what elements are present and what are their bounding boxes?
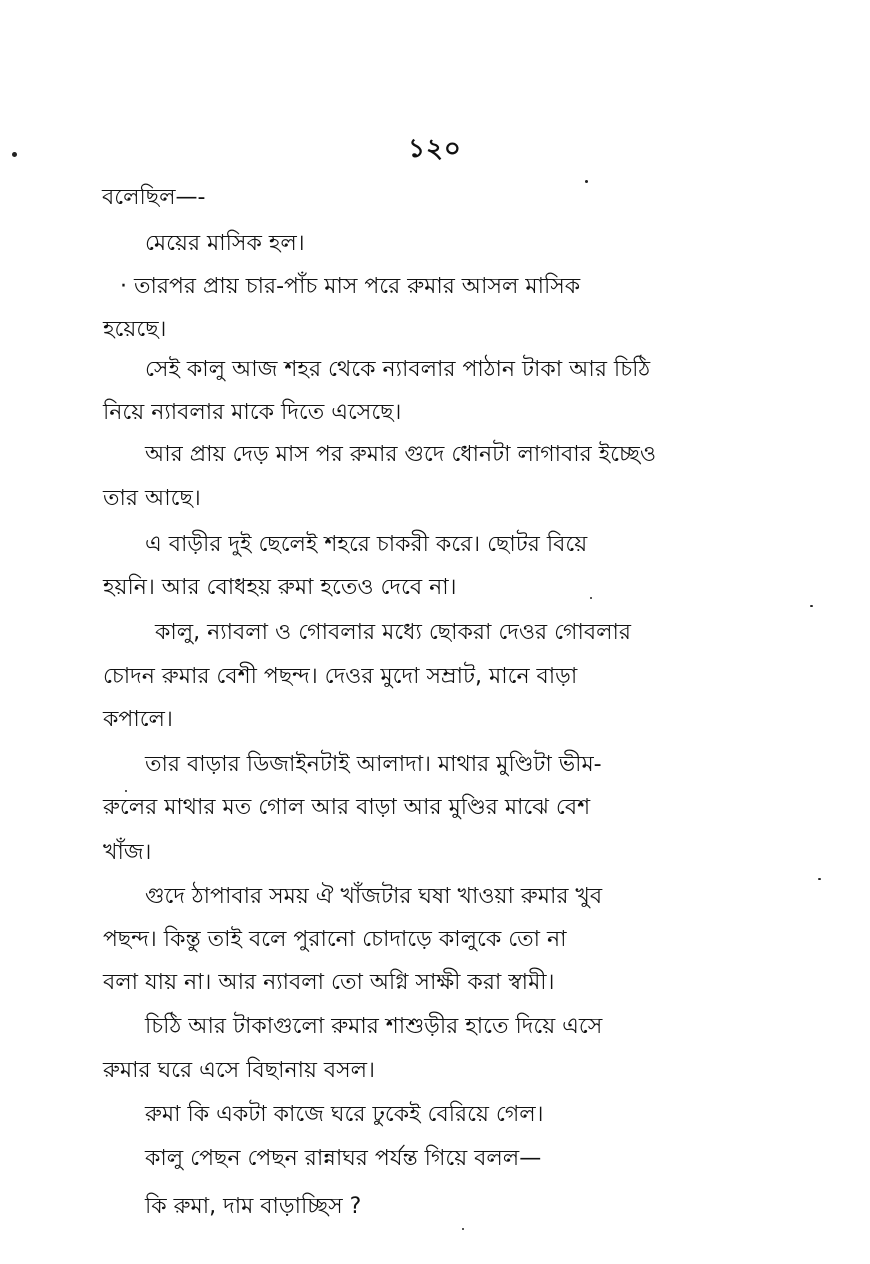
text-line-5: সেই কালু আজ শহর থেকে ন্যাবলার পাঠান টাকা আর চিঠি — [145, 357, 651, 382]
page-number: ১২০ — [408, 134, 462, 164]
text-line-4: হয়েছে। — [103, 317, 167, 342]
text-line-6: নিয়ে ন্যাবলার মাকে দিতে এসেছে। — [103, 400, 402, 425]
scan-speck — [585, 180, 588, 183]
text-line-1: বলেছিল—- — [102, 185, 206, 210]
text-line-2: মেয়ের মাসিক হল। — [145, 231, 305, 256]
text-line-16: খাঁজ। — [103, 840, 152, 865]
text-line-7: আর প্রায় দেড় মাস পর রুমার গুদে ধোনটা লাগাবার ইচ্ছেও — [145, 442, 657, 467]
scan-speck — [462, 1228, 464, 1230]
text-line-17: গুদে ঠাপাবার সময় ঐ খাঁজটার ঘষা খাওয়া রুমার খুব — [145, 884, 603, 909]
text-line-22: রুমা কি একটা কাজে ঘরে ঢুকেই বেরিয়ে গেল। — [145, 1102, 544, 1127]
text-line-9: এ বাড়ীর দুই ছেলেই শহরে চাকরী করে। ছোটর বিয়ে — [145, 532, 588, 557]
scan-speck — [12, 152, 17, 157]
text-line-21: রুমার ঘরে এসে বিছানায় বসল। — [103, 1058, 375, 1083]
text-line-11: কালু, ন্যাবলা ও গোবলার মধ্যে ছোকরা দেওর গোবলার — [155, 620, 631, 645]
text-line-12: চোদন রুমার বেশী পছন্দ। দেওর মুদো সম্রাট, মানে বাড়া — [103, 664, 578, 689]
text-line-8: তার আছে। — [103, 486, 201, 511]
text-line-13: কপালে। — [103, 707, 173, 732]
text-line-3: · তারপর প্রায় চার-পাঁচ মাস পরে রুমার আসল মাসিক — [120, 274, 581, 299]
scan-speck — [125, 790, 127, 792]
text-line-20: চিঠি আর টাকাগুলো রুমার শাশুড়ীর হাতে দিয়ে এসে — [145, 1014, 603, 1039]
text-line-14: তার বাড়ার ডিজাইনটাই আলাদা। মাথার মুণ্ডিটা ভীম- — [145, 752, 602, 777]
text-line-10: হয়নি। আর বোধহয় রুমা হতেও দেবে না। — [103, 575, 457, 600]
scan-speck — [590, 597, 592, 599]
text-line-15: রুলের মাথার মত গোল আর বাড়া আর মুণ্ডির মাঝে বেশ — [103, 795, 591, 820]
text-line-19: বলা যায় না। আর ন্যাবলা তো অগ্নি সাক্ষী করা স্বামী। — [103, 970, 555, 995]
scan-speck — [818, 878, 821, 880]
text-line-23: কালু পেছন পেছন রান্নাঘর পর্যন্ত গিয়ে বলল— — [145, 1146, 542, 1171]
text-line-24: কি রুমা, দাম বাড়াচ্ছিস ? — [145, 1194, 362, 1219]
scan-speck — [810, 605, 813, 607]
text-line-18: পছন্দ। কিন্তু তাই বলে পুরানো চোদাড়ে কালুকে তো না — [103, 927, 567, 952]
